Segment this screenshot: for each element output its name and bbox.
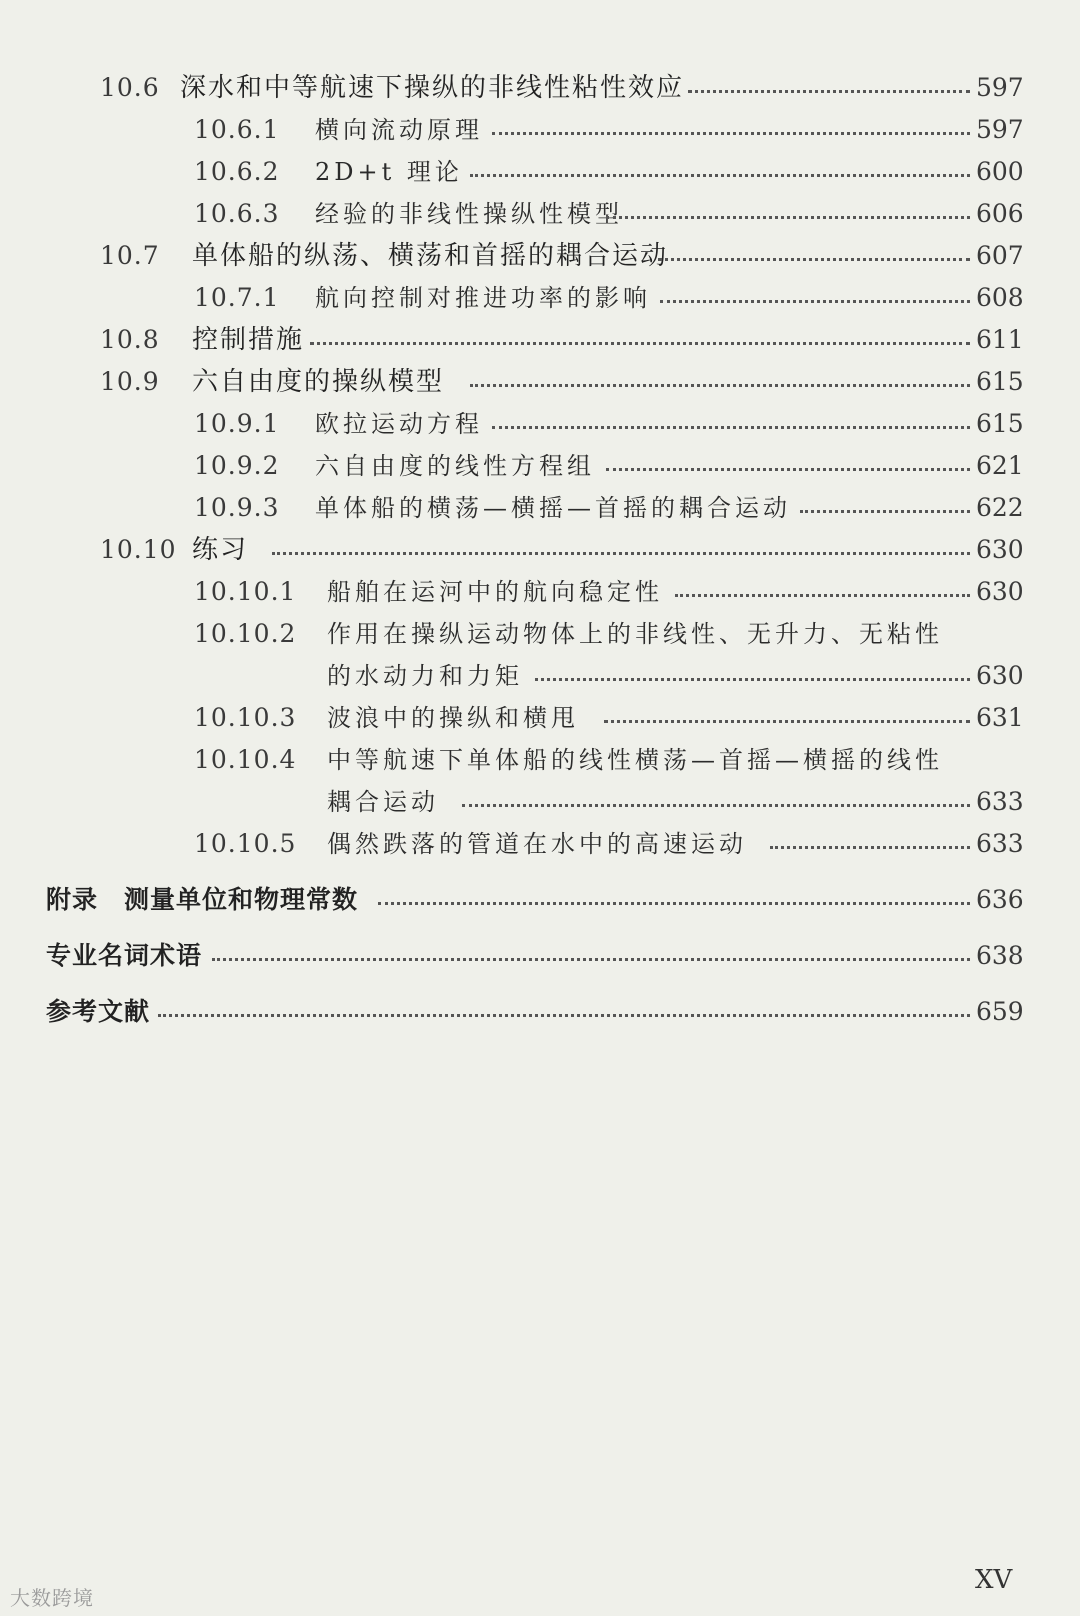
page-number: 621	[976, 451, 1024, 480]
section-number: 10.10.5	[194, 829, 297, 858]
page-number: 631	[976, 703, 1024, 732]
page-number: 611	[976, 325, 1024, 354]
page-number: 597	[976, 115, 1024, 144]
page-number: 607	[976, 241, 1024, 270]
leader-dots	[770, 824, 970, 864]
toc-entry-10-10-2	[0, 614, 1080, 654]
section-title: 经验的非线性操纵性模型	[315, 200, 623, 228]
leader-dots	[310, 320, 970, 360]
page-number: 630	[976, 535, 1024, 564]
section-number: 10.8	[100, 325, 160, 354]
section-number: 10.9.3	[194, 493, 280, 522]
page-number: 633	[976, 829, 1024, 858]
section-number: 10.7.1	[194, 283, 280, 312]
page-number: 636	[976, 885, 1024, 914]
section-title: 横向流动原理	[315, 116, 483, 144]
section-number: 10.10	[100, 535, 177, 564]
section-number: 10.10.2	[194, 619, 297, 648]
watermark-logo: 大数跨境	[10, 1586, 94, 1610]
page-number: 638	[976, 941, 1024, 970]
leader-dots	[492, 404, 970, 444]
page-number: 622	[976, 493, 1024, 522]
section-title: 单体船的横荡—横摇—首摇的耦合运动	[315, 494, 791, 522]
toc-entry-10-7	[0, 236, 1080, 276]
section-title: 单体船的纵荡、横荡和首摇的耦合运动	[192, 241, 669, 271]
leader-dots	[470, 152, 970, 192]
section-title: 六自由度的线性方程组	[315, 452, 595, 480]
leader-dots	[462, 782, 970, 822]
section-title: 控制措施	[192, 325, 305, 355]
toc-entry-references	[0, 992, 1080, 1032]
toc-entry-10-9-3	[0, 488, 1080, 528]
page-number: 597	[976, 73, 1024, 102]
references-title: 参考文献	[46, 997, 151, 1026]
section-number: 10.10.4	[194, 745, 297, 774]
toc-entry-appendix	[0, 880, 1080, 920]
toc-entry-10-9-2	[0, 446, 1080, 486]
leader-dots	[492, 110, 970, 150]
leader-dots	[658, 236, 970, 276]
toc-entry-10-7-1	[0, 278, 1080, 318]
toc-entry-10-10-3	[0, 698, 1080, 738]
section-number: 10.6.2	[194, 157, 280, 186]
section-title: 船舶在运河中的航向稳定性	[327, 578, 663, 606]
section-title: 偶然跌落的管道在水中的高速运动	[327, 830, 747, 858]
section-title: 航向控制对推进功率的影响	[315, 284, 651, 312]
leader-dots	[675, 572, 970, 612]
section-number: 10.9	[100, 367, 160, 396]
leader-dots	[606, 194, 970, 234]
toc-entry-10-6-2	[0, 152, 1080, 192]
page-number: 608	[976, 283, 1024, 312]
toc-entry-10-6-1	[0, 110, 1080, 150]
toc-entry-10-9-1	[0, 404, 1080, 444]
section-title: 练习	[192, 535, 249, 565]
toc-entry-10-6-3	[0, 194, 1080, 234]
toc-entry-10-9	[0, 362, 1080, 402]
leader-dots	[604, 698, 970, 738]
section-title: 欧拉运动方程	[315, 410, 483, 438]
leader-dots	[158, 992, 970, 1032]
section-number: 10.9.1	[194, 409, 280, 438]
section-title: 作用在操纵运动物体上的非线性、无升力、无粘性	[327, 620, 943, 648]
toc-entry-10-10-4	[0, 740, 1080, 780]
section-title: 2D+t 理论	[315, 158, 463, 186]
toc-entry-10-10-5	[0, 824, 1080, 864]
leader-dots	[800, 488, 970, 528]
section-title: 波浪中的操纵和横甩	[327, 704, 579, 732]
leader-dots	[660, 278, 970, 318]
page-number: 606	[976, 199, 1024, 228]
page-folio: XV	[975, 1565, 1013, 1595]
page-number: 659	[976, 997, 1024, 1026]
leader-dots	[272, 530, 970, 570]
page-number: 615	[976, 367, 1024, 396]
section-number: 10.6.3	[194, 199, 280, 228]
toc-entry-glossary	[0, 936, 1080, 976]
section-number: 10.10.1	[194, 577, 297, 606]
section-title: 六自由度的操纵模型	[192, 367, 445, 397]
page-number: 630	[976, 661, 1024, 690]
toc-entry-10-6	[0, 68, 1080, 108]
page-number: 600	[976, 157, 1024, 186]
leader-dots	[378, 880, 970, 920]
section-number: 10.9.2	[194, 451, 280, 480]
glossary-title: 专业名词术语	[46, 941, 203, 970]
toc-entry-10-8	[0, 320, 1080, 360]
section-number: 10.7	[100, 241, 160, 270]
section-title: 中等航速下单体船的线性横荡—首摇—横摇的线性	[327, 746, 943, 774]
toc-entry-10-10-4-cont	[0, 782, 1080, 822]
leader-dots	[688, 68, 970, 108]
section-title-continued: 的水动力和力矩	[327, 662, 523, 690]
leader-dots	[212, 936, 970, 976]
page-number: 633	[976, 787, 1024, 816]
page-number: 615	[976, 409, 1024, 438]
page-number: 630	[976, 577, 1024, 606]
section-number: 10.6.1	[194, 115, 280, 144]
leader-dots	[606, 446, 970, 486]
section-title: 深水和中等航速下操纵的非线性粘性效应	[180, 73, 685, 103]
section-number: 10.10.3	[194, 703, 297, 732]
appendix-title: 附录 测量单位和物理常数	[46, 885, 359, 914]
section-number: 10.6	[100, 73, 160, 102]
leader-dots	[535, 656, 970, 696]
toc-entry-10-10-1	[0, 572, 1080, 612]
section-title-continued: 耦合运动	[327, 788, 439, 816]
leader-dots	[470, 362, 970, 402]
toc-entry-10-10	[0, 530, 1080, 570]
toc-entry-10-10-2-cont	[0, 656, 1080, 696]
